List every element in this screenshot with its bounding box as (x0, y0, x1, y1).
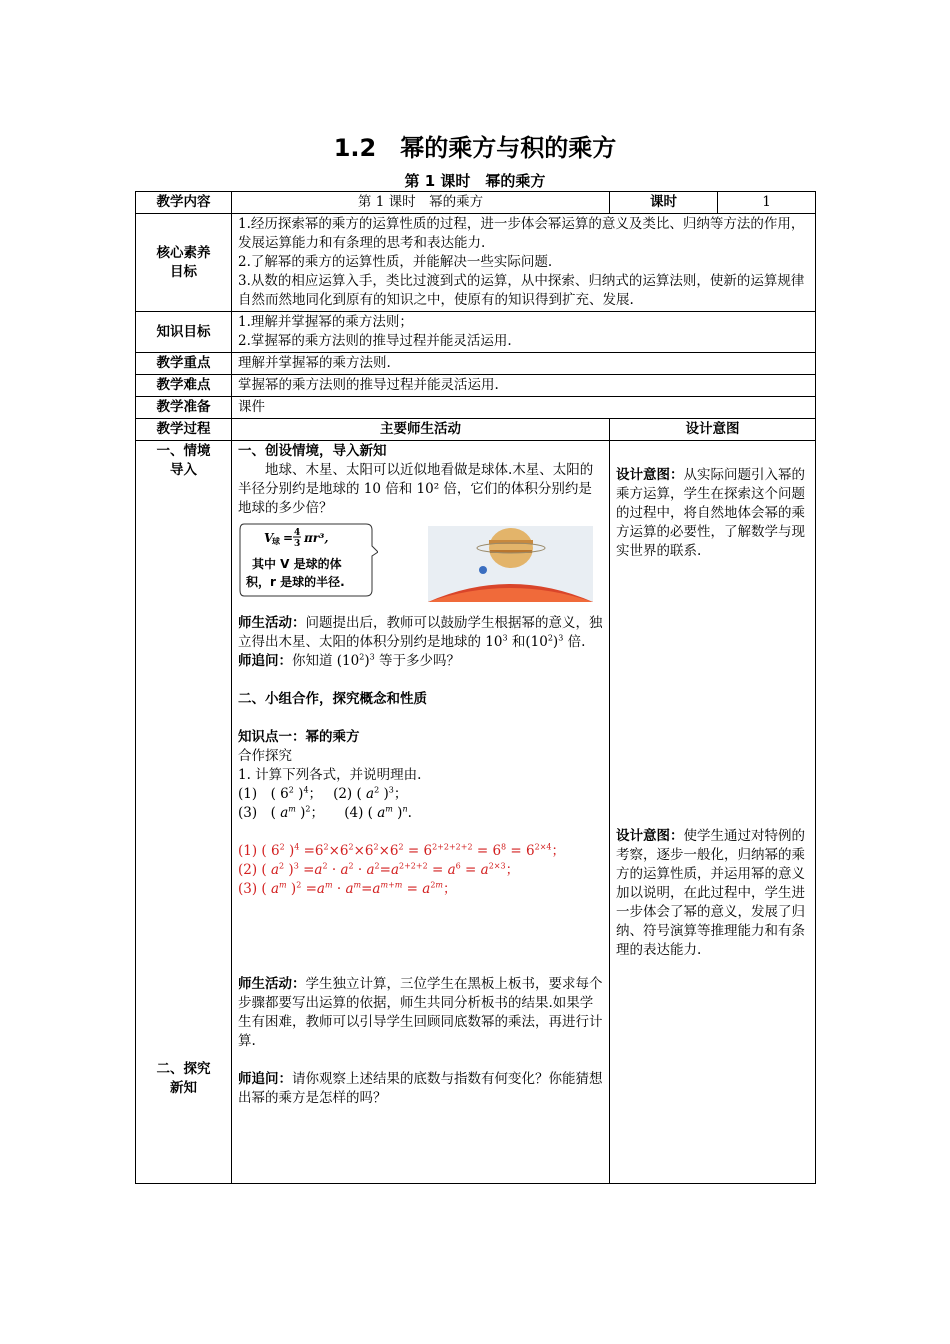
followup-2: 师追问：请你观察上述结果的底数与指数有何变化？你能猜想出幂的乘方是怎样的吗？ (238, 1071, 603, 1106)
row-difficulty (136, 375, 816, 397)
key-point-label: 教学重点 (136, 353, 232, 375)
svg-text:4: 4 (294, 528, 301, 538)
section-1-heading: 一、创设情境，导入新知 (238, 443, 387, 459)
exercise-row-2: (3) ( $a^m$ )$^2$； (4) ( $a^m$ )$^n$. (238, 804, 412, 821)
core-item: 2.了解幂的乘方的运算性质，并能解决一些实际问题. (238, 254, 553, 270)
answer-2: (2) ( $a^2$ )$^3 =a^2 \cdot a^2 \cdot a^2=a^{2+2+2} = a^6 = a^{2\times 3}$； (238, 861, 520, 878)
exercise-row-1: (1) ( $6^2$ )$^4$； (2) ( $a^2$ )$^3$； (238, 785, 408, 802)
section-2-heading: 二、小组合作，探究概念和性质 (238, 691, 427, 707)
activity-2: 师生活动：学生独立计算，三位学生在黑板上板书，要求每个步骤都要写出运算的依据，师生共同分析板书的结果.如果学生有困难，教师可以引导学生回顾同底数幂的乘法，再进行计算. (238, 976, 603, 1049)
row-content (136, 192, 816, 214)
intent-header: 设计意图 (610, 419, 816, 441)
knowledge-point-heading: 知识点一：幂的乘方 (238, 729, 360, 745)
answer-3: (3) ( $a^m$ )$^2 =a^m \cdot a^m=a^{m+m} = a^{2m}$； (238, 880, 457, 897)
process-label: 教学过程 (136, 419, 232, 441)
row-prep (136, 397, 816, 419)
task-text: 1. 计算下列各式，并说明理由. (238, 767, 422, 783)
intent-2: 设计意图：使学生通过对特例的考察，逐步一般化，归纳幂的乘方的运算性质，并运用幂的意义加以说明，在此过程中，学生进一步体会了幂的意义，发展了归纳、符号演算等推理能力和有条理的表达能力. (616, 828, 805, 958)
row-key-point (136, 353, 816, 375)
lesson-plan-table (135, 191, 816, 1184)
svg-text:V: V (264, 531, 274, 545)
answer-1: (1) ( $6^2$ )$^4 =6^2\times 6^2\times 6^2\times 6^2 = 6^{2+2+2+2} = 6^8 = 6^{2\times 4}$； (238, 842, 566, 859)
svg-text:球: 球 (272, 537, 280, 546)
lesson-subtitle: 第 1 课时 幂的乘方 (404, 172, 546, 190)
key-point-value: 理解并掌握幂的乘方法则. (232, 353, 816, 375)
row-process (136, 441, 816, 1184)
difficulty-label: 教学难点 (136, 375, 232, 397)
row-core (136, 214, 816, 312)
coop-label: 合作探究 (238, 748, 292, 764)
intent-column (610, 441, 816, 1184)
illustration (238, 522, 603, 606)
core-items (232, 214, 816, 312)
core-label: 核心素养 目标 (136, 214, 232, 312)
row-process-header (136, 419, 816, 441)
intro-text: 地球、木星、太阳可以近似地看做是球体.木星、太阳的半径分别约是地球的 10 倍和 10² 倍，它们的体积分别约是地球的多少倍？ (238, 462, 594, 516)
activities-header: 主要师生活动 (232, 419, 610, 441)
activities-column (232, 441, 610, 1184)
core-item: 1.经历探索幂的乘方的运算性质的过程，进一步体会幂运算的意义及类比、归纳等方法的作用，发展运算能力和有条理的思考和表达能力. (238, 216, 805, 251)
svg-text:3: 3 (294, 539, 301, 549)
bubble-line-2: 积，r 是球的半径. (246, 575, 345, 589)
hours-value: 1 (718, 192, 816, 214)
knowledge-item: 1.理解并掌握幂的乘方法则； (238, 314, 413, 330)
solar-system-image (428, 526, 593, 602)
hours-label: 课时 (610, 192, 718, 214)
knowledge-label: 知识目标 (136, 312, 232, 353)
followup-1: 师追问：你知道 $(10^2)^3$ 等于多少吗？ (238, 652, 461, 669)
stage-2: 二、探究 新知 (156, 1061, 211, 1096)
formula-bubble (238, 522, 378, 598)
core-item: 3.从数的相应运算入手，类比过渡到式的运算，从中探索、归纳式的运算法则，使新的运算规律自然而然地同化到原有的知识之中，使原有的知识得到扩充、发展. (238, 273, 805, 308)
difficulty-value: 掌握幂的乘方法则的推导过程并能灵活运用. (232, 375, 816, 397)
content-label: 教学内容 (136, 192, 232, 214)
knowledge-items (232, 312, 816, 353)
svg-text:πr³,: πr³, (304, 531, 329, 545)
stage-column (136, 441, 232, 1184)
row-knowledge (136, 312, 816, 353)
svg-text:=: = (283, 531, 294, 545)
prep-value: 课件 (232, 397, 816, 419)
bubble-line-1: 其中 V 是球的体 (252, 557, 342, 571)
prep-label: 教学准备 (136, 397, 232, 419)
knowledge-item: 2.掌握幂的乘方法则的推导过程并能灵活运用. (238, 333, 512, 349)
content-value: 第 1 课时 幂的乘方 (232, 192, 610, 214)
page-title: 1.2 幂的乘方与积的乘方 (333, 134, 617, 162)
intent-1: 设计意图：从实际问题引入幂的乘方运算，学生在探索这个问题的过程中，将自然地体会幂的乘方运算的必要性，了解数学与现实世界的联系. (616, 467, 805, 559)
stage-1: 一、情境 导入 (156, 443, 211, 478)
activity-1: 师生活动：问题提出后，教师可以鼓励学生根据幂的意义，独立得出木星、太阳的体积分别约是地球的 $10^3$ 和$(10^2)^3$ 倍. (238, 615, 603, 650)
